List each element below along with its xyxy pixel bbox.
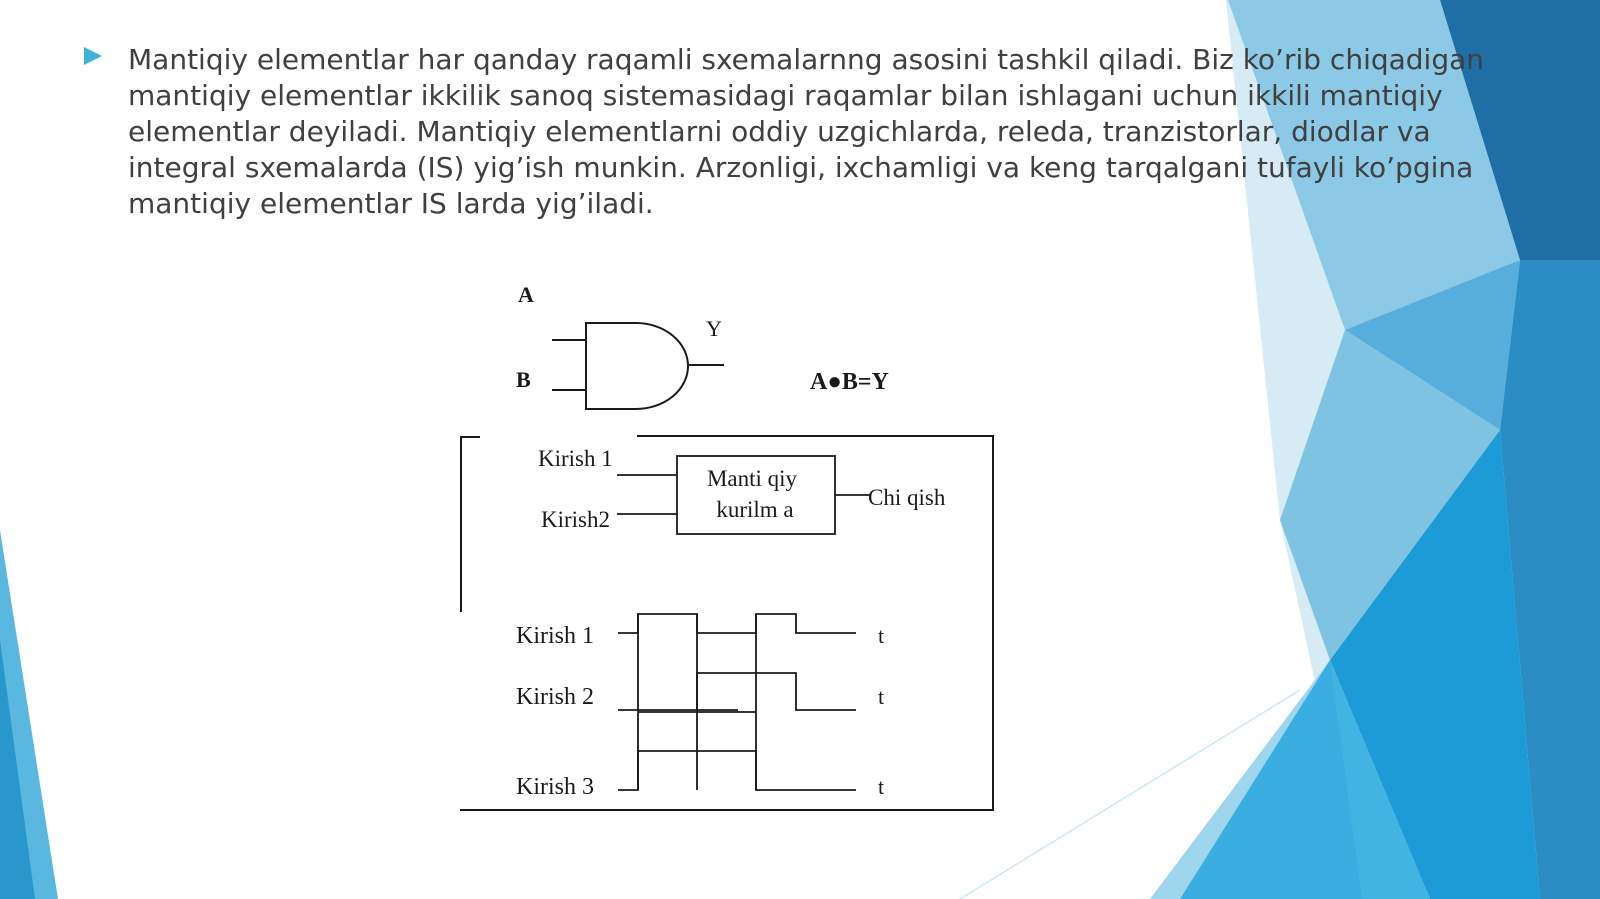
timing-diagram bbox=[618, 614, 856, 790]
gate-output-label: Y bbox=[706, 316, 722, 341]
and-gate bbox=[552, 323, 724, 409]
and-formula: A●B=Y bbox=[810, 369, 889, 395]
timing-row1-label: Kirish 1 bbox=[516, 623, 594, 649]
timing-row3-axis: t bbox=[878, 774, 885, 799]
gate-input-b-label: B bbox=[516, 367, 531, 392]
block-input2-label: Kirish2 bbox=[541, 507, 610, 532]
block-input1-label: Kirish 1 bbox=[538, 446, 613, 471]
block-output-label: Chi qish bbox=[868, 485, 946, 510]
timing-row2-label: Kirish 2 bbox=[516, 684, 594, 710]
timing-row1-axis: t bbox=[878, 623, 885, 648]
block-box-line2: kurilm a bbox=[716, 497, 794, 522]
slide-paragraph: Mantiqiy elementlar har qanday raqamli sxemalarnng asosini tashkil qiladi. Biz ko’rib chiqadigan mantiqiy elementlar ikkilik sanoq sistemasidagi raqamlar bilan ishlagani uchun ikkili mantiqiy elementlar deyiladi. Mantiqiy elementlarni oddiy uzgichlarda, releda, tranzistorlar, diodlar va integral sxemalarda (IS) yig’ish munkin. Arzonligi, ixchamligi va keng tarqalgani tufayli ko’pgina mantiqiy elementlar IS larda yig’iladi. bbox=[128, 43, 1485, 220]
block-box-line1: Manti qiy bbox=[706, 466, 798, 491]
timing-row2-axis: t bbox=[878, 684, 885, 709]
timing-row3-label: Kirish 3 bbox=[516, 774, 594, 800]
gate-input-a-label: A bbox=[518, 282, 534, 307]
